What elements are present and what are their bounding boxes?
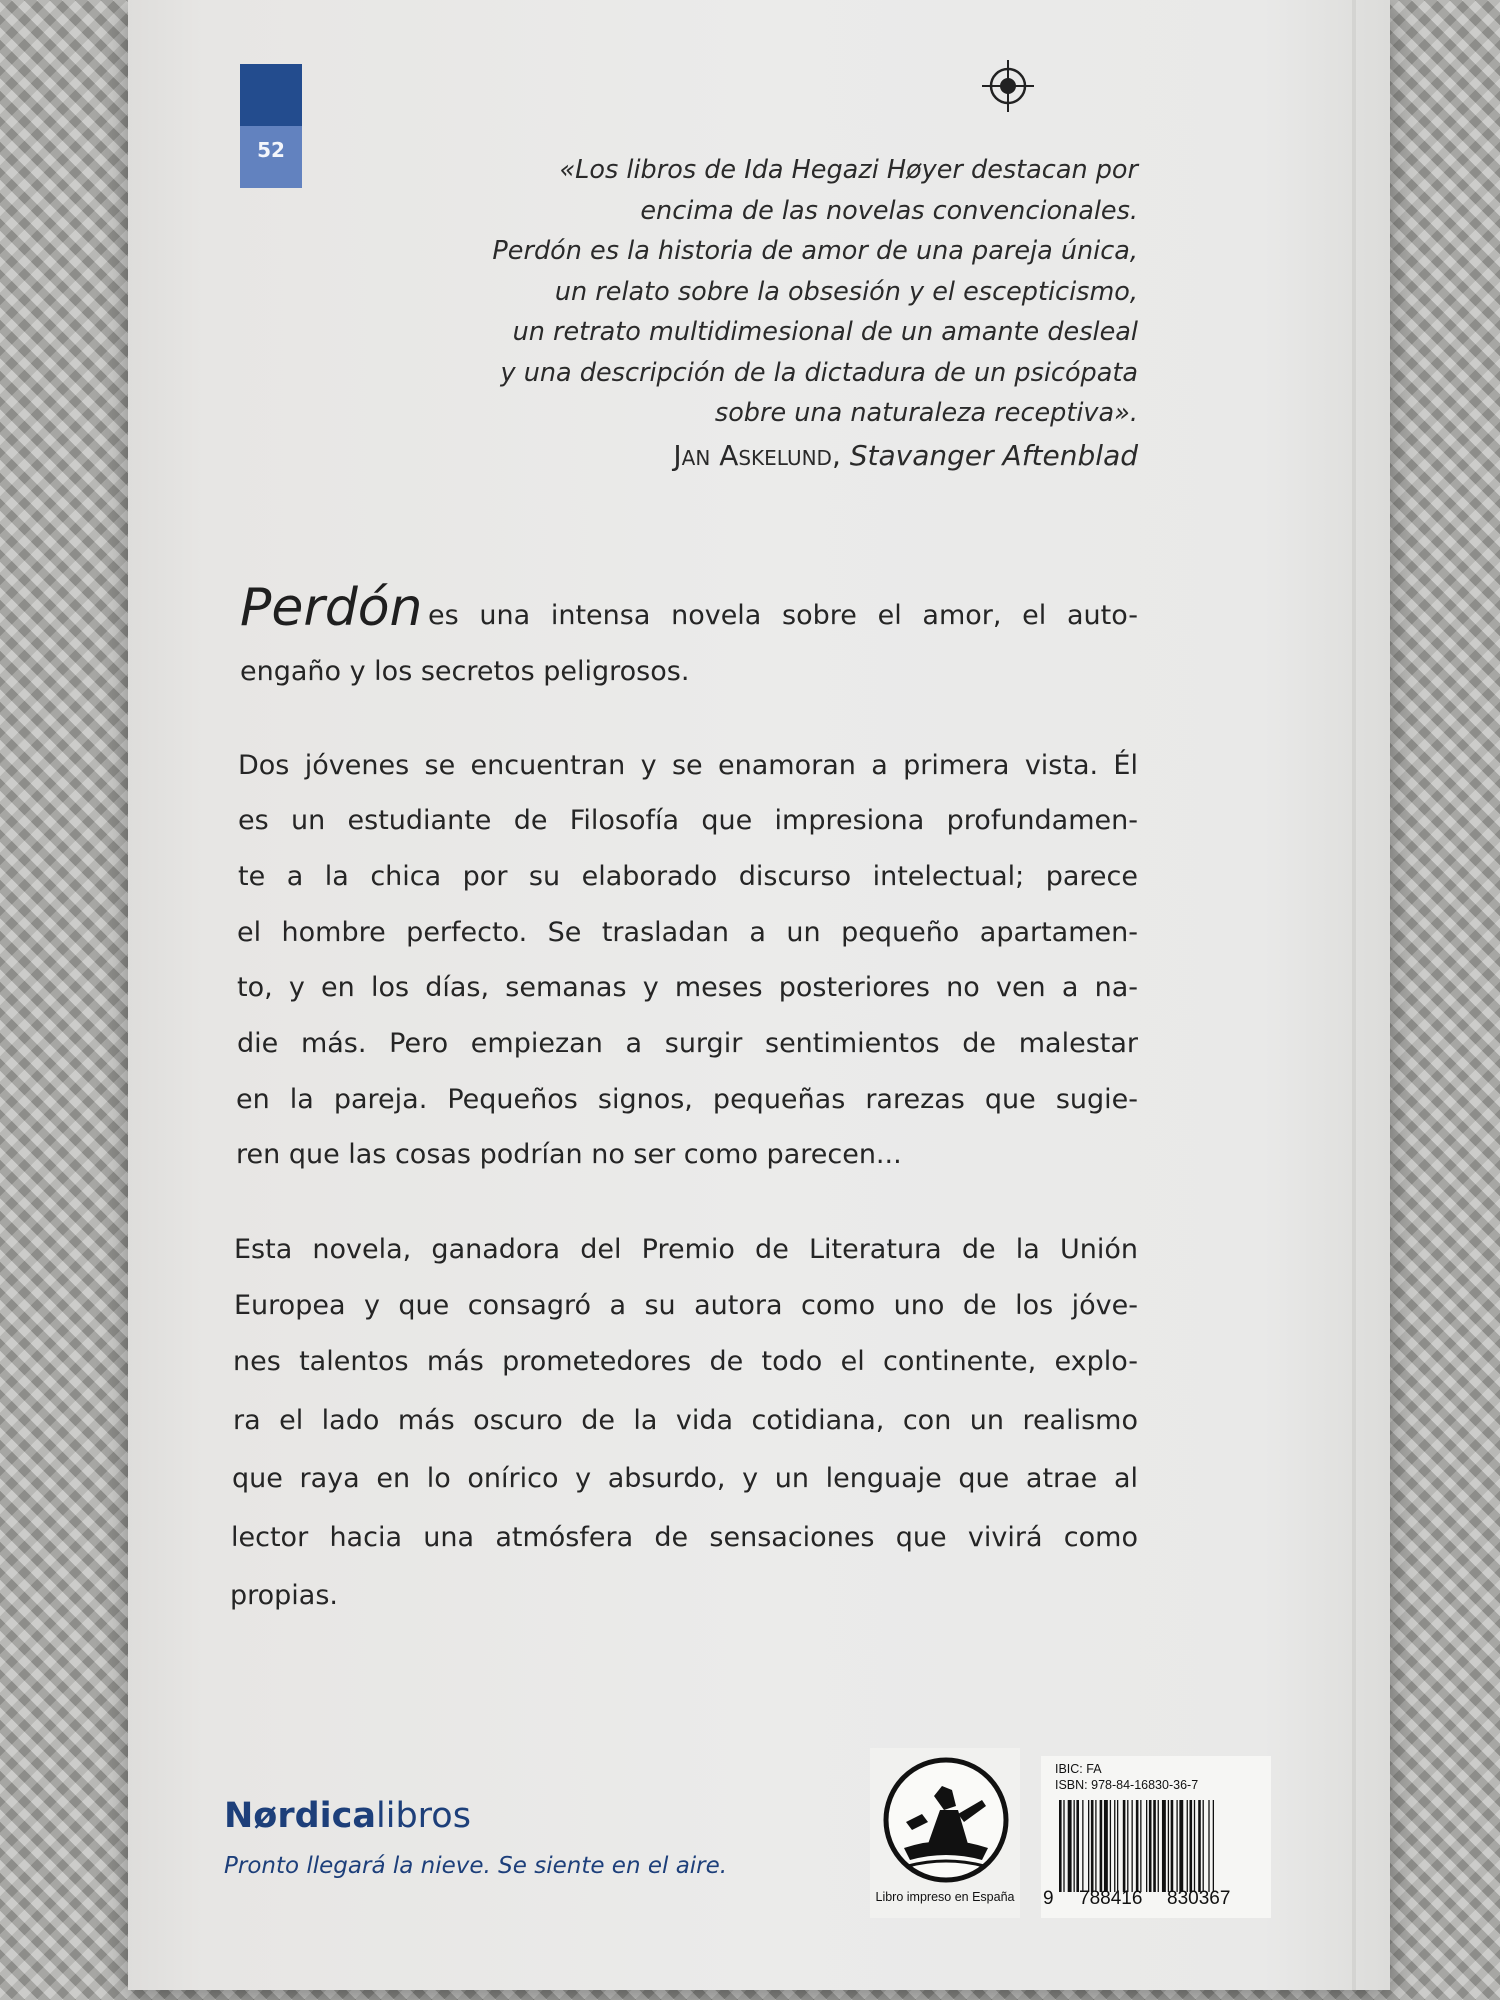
description-line: Esta novela, ganadora del Premio de Literatura de la Unión: [234, 1234, 1138, 1265]
ibic-code: IBIC: FA: [1055, 1762, 1102, 1776]
crosshair-icon: [980, 58, 1036, 114]
description-line: propias.: [230, 1580, 338, 1611]
barcode-digits-right: 830367: [1167, 1888, 1231, 1909]
description-line: ra el lado más oscuro de la vida cotidiana, con un realismo: [233, 1405, 1138, 1436]
description-line: engaño y los secretos peligrosos.: [240, 656, 690, 687]
quote-source: Stavanger Aftenblad: [849, 438, 1138, 472]
description-line: Europea y que consagró a su autora como uno de los jóve-: [234, 1290, 1138, 1321]
barcode-digit-lead: 9: [1043, 1888, 1054, 1909]
description-line: Dos jóvenes se encuentran y se enamoran a primera vista. Él: [238, 750, 1138, 781]
book-title: Perdón: [240, 578, 423, 638]
publisher-logo: [224, 1796, 471, 1836]
print-emblem: [870, 1748, 1020, 1918]
quote-attribution: [378, 436, 1138, 476]
series-badge: [240, 64, 302, 188]
description-line: es una intensa novela sobre el amor, el auto-: [428, 600, 1138, 631]
description-line: ren que las cosas podrían no ser como parecen...: [236, 1139, 902, 1170]
quote-line: Perdón es la historia de amor de una pareja única,: [492, 236, 1138, 266]
description-line: to, y en los días, semanas y meses posteriores no ven a na-: [237, 972, 1138, 1003]
series-badge-top: [240, 64, 302, 126]
publisher-logo-part2: libros: [376, 1796, 471, 1836]
quote-line: encima de las novelas convencionales.: [640, 195, 1138, 226]
description-line: lector hacia una atmósfera de sensaciones que vivirá como: [231, 1522, 1138, 1553]
isbn-number: ISBN: 978-84-16830-36-7: [1055, 1778, 1199, 1792]
barcode-icon: [1055, 1800, 1261, 1892]
print-origin-label: Libro impreso en España: [875, 1890, 1015, 1904]
series-number: 52: [240, 126, 302, 188]
description-line: es un estudiante de Filosofía que impresiona profundamen-: [238, 805, 1138, 836]
sailor-emblem-icon: [882, 1756, 1010, 1884]
quote-line: un retrato multidimesional de un amante desleal: [512, 317, 1138, 347]
review-quote: [378, 150, 1138, 476]
quote-line: sobre una naturaleza receptiva».: [714, 398, 1138, 428]
quote-author: Jan Askelund,: [673, 438, 841, 472]
description-line: el hombre perfecto. Se trasladan a un pequeño apartamen-: [237, 917, 1138, 948]
publisher-logo-part1: Nørdica: [224, 1796, 377, 1836]
barcode-label: [1041, 1756, 1271, 1918]
quote-line: «Los libros de Ida Hegazi Høyer destacan por: [559, 155, 1138, 185]
description-line: te a la chica por su elaborado discurso intelectual; parece: [238, 861, 1138, 892]
description-line: que raya en lo onírico y absurdo, y un lenguaje que atrae al: [232, 1463, 1138, 1494]
quote-line: y una descripción de la dictadura de un psicópata: [500, 357, 1138, 388]
publisher-tagline: Pronto llegará la nieve. Se siente en el aire.: [224, 1853, 728, 1879]
description-line: en la pareja. Pequeños signos, pequeñas rarezas que sugie-: [236, 1084, 1138, 1115]
description-line: nes talentos más prometedores de todo el continente, explo-: [233, 1346, 1138, 1377]
barcode-digits-left: 788416: [1079, 1888, 1143, 1909]
description-line: die más. Pero empiezan a surgir sentimientos de malestar: [237, 1028, 1138, 1059]
book-back-cover: [128, 0, 1390, 1990]
quote-line: un relato sobre la obsesión y el escepticismo,: [554, 276, 1138, 307]
